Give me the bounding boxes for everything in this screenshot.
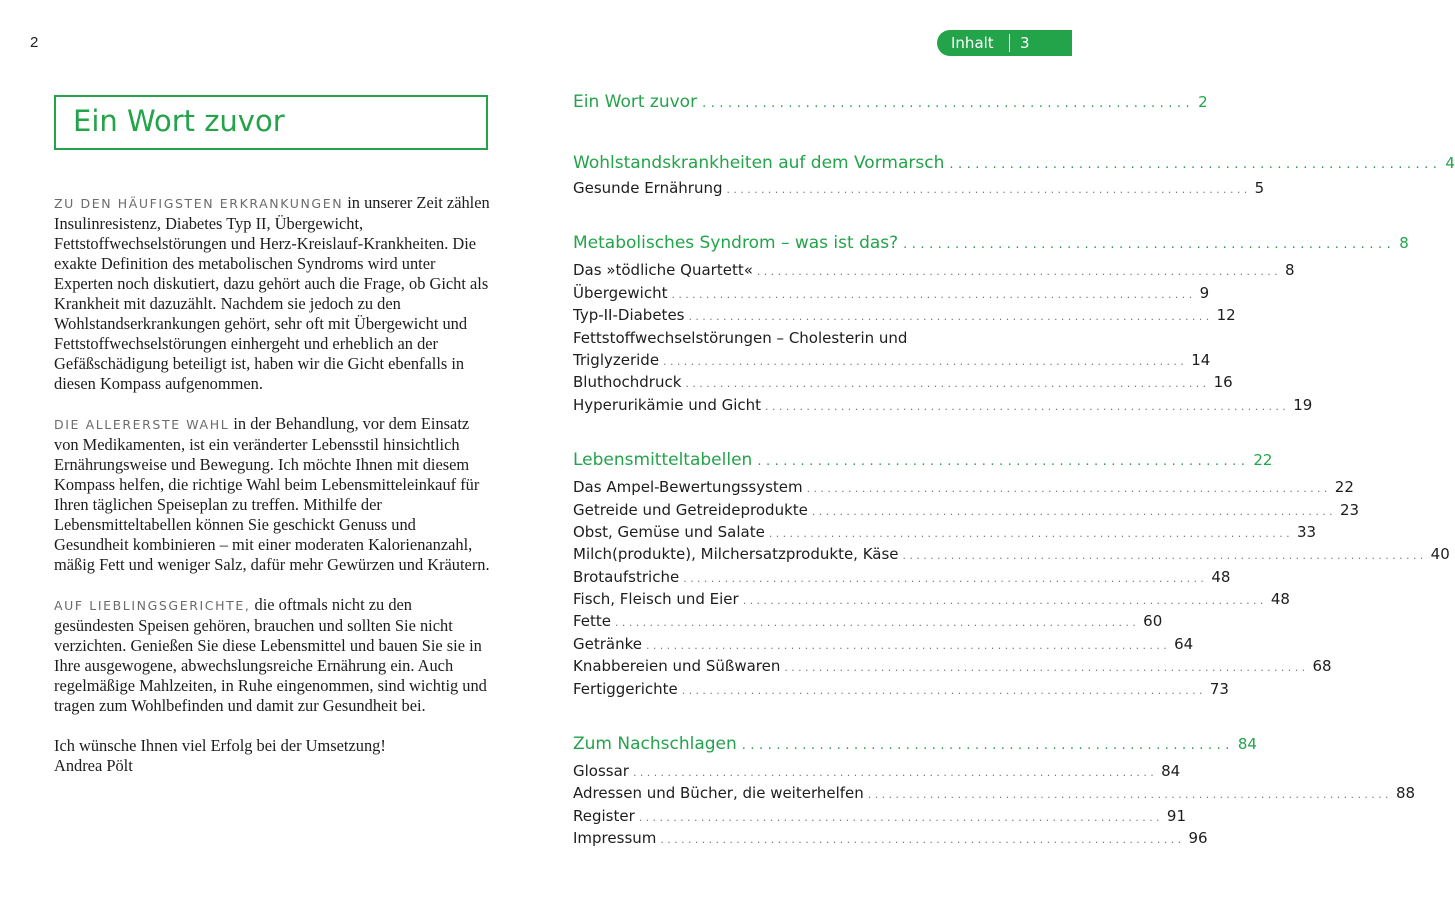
toc-entry-page: 5 (1254, 179, 1265, 197)
toc-section-title: Wohlstandskrankheiten auf dem Vormarsch (573, 153, 945, 173)
paragraph-lead: DIE ALLERERSTE WAHL (54, 417, 230, 432)
toc-entry-title: Impressum (573, 829, 657, 848)
toc-leader: ............................................................................ (902, 549, 1427, 563)
toc-entry-page: 96 (1188, 829, 1208, 848)
toc-entry-title: Glossar (573, 762, 629, 781)
toc-entry-title: Milch(produkte), Milchersatzprodukte, Käse (573, 545, 899, 564)
toc-leader: ......................................................... (702, 96, 1195, 111)
toc-entry-page: 12 (1216, 306, 1236, 325)
toc-entry-title: Getränke (573, 634, 642, 653)
toc-entry[interactable] (573, 543, 1450, 565)
toc-entry-page: 9 (1199, 283, 1210, 302)
section-tab-divider (1009, 34, 1010, 52)
toc-entry[interactable] (573, 521, 1317, 543)
chapter-title-box (54, 95, 488, 150)
toc-entry[interactable] (573, 655, 1332, 677)
section-tab-label: Inhalt (951, 34, 994, 52)
toc-leader: ............................................................................ (765, 399, 1290, 413)
toc-leader: ............................................................................ (615, 616, 1140, 630)
toc-entry[interactable] (573, 259, 1295, 281)
toc-entry-page: 64 (1174, 634, 1194, 653)
page-number-left: 2 (30, 34, 39, 51)
toc-entry-title: Triglyzeride (573, 350, 660, 369)
toc-entry[interactable] (573, 282, 1210, 304)
toc-entry-title: Fertiggerichte (573, 679, 678, 698)
toc-leader: ............................................................................ (756, 265, 1282, 279)
toc-section[interactable] (573, 731, 1257, 757)
foreword-text (54, 193, 492, 776)
paragraph-text: in unserer Zeit zählen Insulinresistenz, Diabetes Typ II, Übergewicht, Fettstoffwechselstörungen und Herz-Kreislauf-Krankheiten. Die exakte Definition des metabolischen Syndroms wird unter Experten noch diskutiert, dazu gehört auch die Frage, ob Gicht als Krankheit mit dazuzählt. Nachdem sie jedoch zu den Wohlstandserkrankungen gehört, sehr oft mit Übergewicht und Fettstoffwechselstörungen einhergeht und erheblich an der Gefäßschädigung beteiligt ist, haben wir die Gicht ebenfalls in diesen Kompass aufgenommen. (54, 193, 490, 393)
toc-section-title: Metabolisches Syndrom – was ist das? (573, 233, 899, 254)
toc-entry-title: Obst, Gemüse und Salate (573, 522, 765, 541)
toc-entry-title: Hyperurikämie und Gicht (573, 395, 762, 414)
toc-entry-first-line[interactable]: Fettstoffwechselstörungen – Cholesterin und (573, 328, 908, 347)
toc-entry[interactable] (573, 394, 1313, 416)
toc-entry[interactable] (573, 827, 1208, 849)
toc-entry-page: 84 (1161, 762, 1181, 781)
toc-section-page: 22 (1253, 451, 1273, 470)
toc-entry-page: 33 (1296, 522, 1317, 541)
toc-entry-page: 22 (1334, 478, 1354, 497)
toc-leader: ............................................................................ (632, 766, 1158, 780)
toc-leader: ............................................................................ (688, 310, 1213, 324)
toc-entry-title: Das Ampel-Bewertungssystem (573, 478, 803, 497)
toc-entry-title: Gesunde Ernährung (573, 179, 723, 197)
paragraph (54, 193, 492, 394)
toc-leader: ............................................................................ (768, 526, 1293, 540)
paragraph-text: die oftmals nicht zu den gesündesten Speisen gehören, brauchen und sollten Sie nicht verzichten. Genießen Sie diese Lebensmittel und bauen Sie sie in Ihre ausgewogene, abwechslungsreiche Ernährung ein. Auch regelmäßige Mahlzeiten, in Ruhe eingenommen, sind wichtig und tragen zum Wohlbefinden und damit zur Gesundheit bei. (54, 595, 487, 715)
paragraph-text: in der Behandlung, vor dem Einsatz von Medikamenten, ist ein veränderter Lebensstil hinsichtlich Ernährungsweise und Bewegung. Ich möchte Ihnen mit diesem Kompass helfen, die richtige Wahl beim Lebensmitteleinkauf für Ihren täglichen Speiseplan zu treffen. Mithilfe der Lebensmitteltabellen können Sie geschickt Genuss und Gesundheit kombinieren – mit einer moderaten Kalorienanzahl, mäßig Fett und weniger Salz, dafür mehr Gewürzen und Kräutern. (54, 414, 490, 574)
toc-entry-page: 19 (1293, 395, 1313, 414)
toc-entry[interactable] (573, 588, 1290, 610)
toc-entry-page: 40 (1430, 545, 1450, 564)
toc-entry[interactable] (573, 304, 1236, 326)
toc-leader: ......................................................... (903, 237, 1396, 253)
toc-section-page: 84 (1237, 735, 1257, 754)
toc-leader: ............................................................................ (726, 183, 1251, 196)
toc-leader: ............................................................................ (671, 287, 1196, 301)
chapter-title: Ein Wort zuvor (73, 104, 285, 138)
toc-entry-page: 60 (1143, 612, 1163, 631)
paragraph (54, 414, 492, 575)
toc-leader: ............................................................................ (683, 571, 1208, 585)
toc-section[interactable] (573, 447, 1273, 473)
toc-section-page: 4 (1445, 154, 1455, 172)
toc-entry-page: 68 (1312, 657, 1332, 676)
table-of-contents (573, 89, 1455, 850)
toc-entry-title: Adressen und Bücher, die weiterhelfen (573, 784, 864, 803)
toc-entry-title: Knabbereien und Süßwaren (573, 657, 781, 676)
toc-entry-page: 48 (1270, 590, 1290, 609)
toc-leader: ......................................................... (741, 738, 1234, 754)
toc-entry[interactable] (573, 633, 1194, 655)
toc-section[interactable] (573, 150, 1455, 176)
toc-entry-title: Bluthochdruck (573, 373, 682, 392)
toc-leader: ............................................................................ (681, 683, 1206, 697)
toc-entry-page: 14 (1191, 350, 1211, 369)
toc-entry-page: 73 (1209, 679, 1229, 698)
toc-entry[interactable] (573, 499, 1360, 521)
toc-entry-title: Getreide und Getreideprodukte (573, 500, 808, 519)
toc-leader: ............................................................................ (784, 661, 1309, 675)
toc-section-page: 2 (1198, 93, 1208, 111)
toc-entry-title: Fisch, Fleisch und Eier (573, 590, 739, 609)
toc-entry-title: Fette (573, 612, 612, 631)
toc-leader: ............................................................................ (660, 833, 1185, 847)
toc-entry[interactable] (573, 678, 1229, 700)
toc-entry-page: 16 (1213, 373, 1233, 392)
toc-section-title: Ein Wort zuvor (573, 92, 698, 112)
toc-leader: ............................................................................ (867, 788, 1392, 802)
toc-section-title: Zum Nachschlagen (573, 734, 737, 755)
toc-entry-title: Brotaufstriche (573, 567, 680, 586)
toc-entry-title: Übergewicht (573, 283, 668, 302)
toc-entry-page: 88 (1395, 784, 1416, 803)
toc-entry[interactable] (573, 476, 1354, 498)
toc-entry-title: Register (573, 806, 635, 825)
closing-text: Ich wünsche Ihnen viel Erfolg bei der Umsetzung! (54, 736, 386, 755)
toc-entry[interactable] (573, 610, 1163, 632)
toc-leader: ............................................................................ (645, 638, 1171, 652)
closing (54, 736, 492, 776)
section-tab (937, 30, 1072, 56)
toc-section-page: 8 (1399, 234, 1409, 253)
toc-leader: ............................................................................ (806, 482, 1331, 496)
toc-leader: ............................................................................ (685, 377, 1210, 391)
toc-entry-title: Typ-II-Diabetes (573, 306, 685, 325)
toc-leader: ......................................................... (949, 157, 1442, 172)
toc-leader: ......................................................... (757, 454, 1250, 470)
toc-entry-page: 91 (1166, 806, 1186, 825)
paragraph-lead: ZU DEN HÄUFIGSTEN ERKRANKUNGEN (54, 196, 344, 211)
toc-entry-page: 8 (1285, 261, 1295, 280)
toc-entry-page: 23 (1340, 500, 1360, 519)
toc-entry[interactable] (573, 566, 1231, 588)
toc-section[interactable] (573, 89, 1208, 115)
toc-entry[interactable] (573, 760, 1181, 782)
toc-leader: ............................................................................ (638, 810, 1163, 824)
paragraph (54, 595, 492, 716)
toc-section-title: Lebensmitteltabellen (573, 450, 753, 471)
paragraph-lead: AUF LIEBLINGSGERICHTE, (54, 598, 251, 613)
author: Andrea Pölt (54, 756, 133, 775)
toc-leader: ............................................................................ (663, 354, 1188, 368)
page-number-right: 3 (1020, 34, 1030, 52)
toc-entry[interactable] (573, 782, 1416, 804)
toc-section[interactable] (573, 230, 1409, 256)
toc-entry[interactable] (573, 371, 1233, 393)
toc-leader: ............................................................................ (742, 594, 1267, 608)
toc-entry[interactable] (573, 805, 1186, 827)
toc-entry[interactable] (573, 349, 1211, 371)
toc-entry-title: Das »tödliche Quartett« (573, 261, 753, 280)
toc-entry-page: 48 (1211, 567, 1231, 586)
toc-leader: ............................................................................ (811, 504, 1337, 518)
toc-entry[interactable] (573, 177, 1265, 199)
